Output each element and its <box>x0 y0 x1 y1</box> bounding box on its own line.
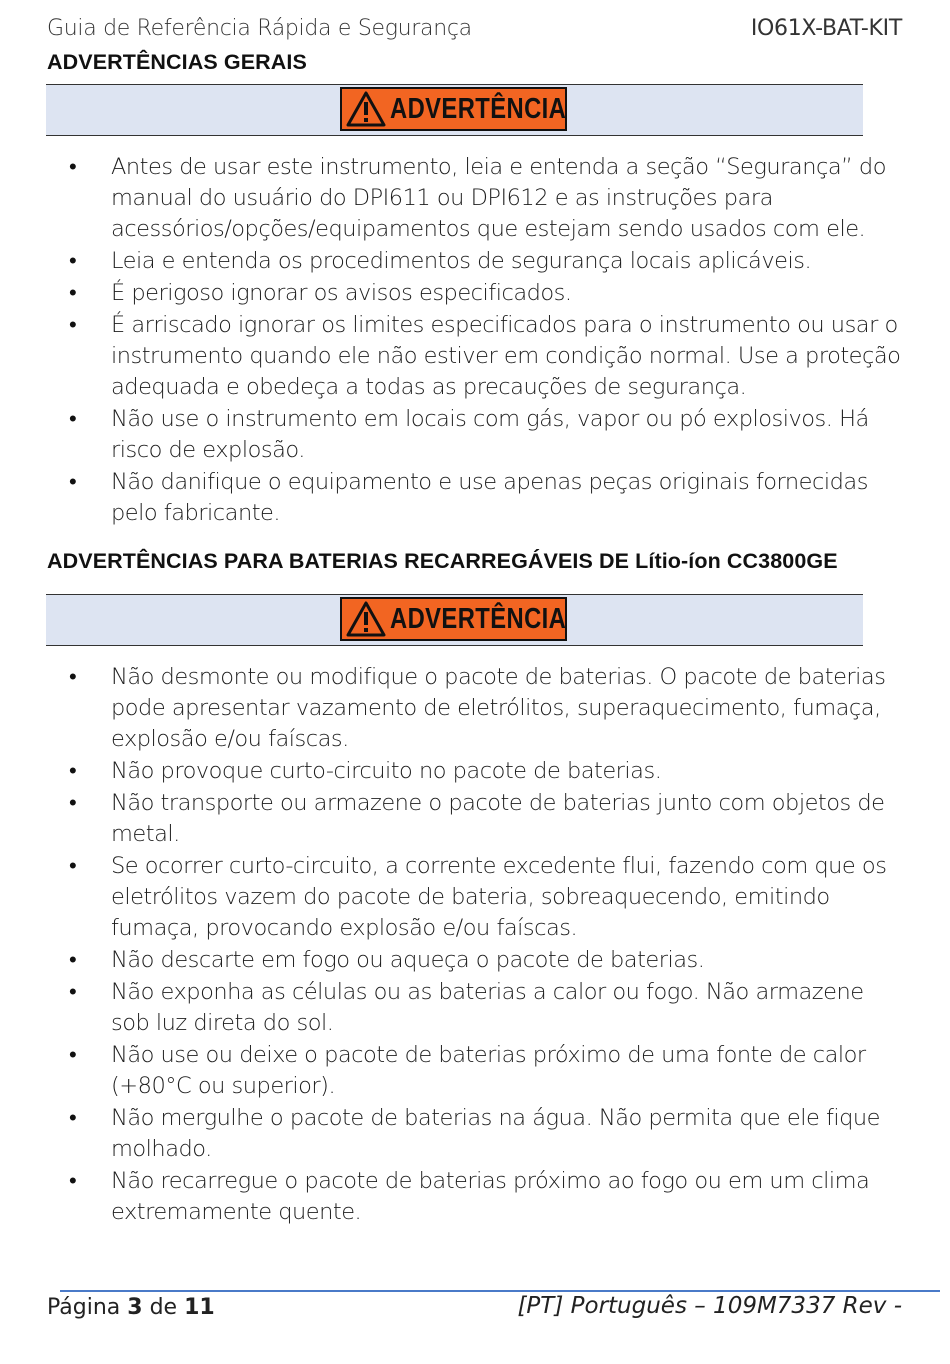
warning-badge <box>340 87 567 131</box>
page-number: 3 <box>127 1295 143 1320</box>
warning-label: ADVERTÊNCIA <box>390 602 567 635</box>
list-item-text: Não use ou deixe o pacote de baterias próximo de uma fonte de calor (+80°C ou superior). <box>111 1042 866 1099</box>
list-item <box>47 977 907 1039</box>
bullet-icon: • <box>69 1106 77 1131</box>
list-item-text: É perigoso ignorar os avisos especificados. <box>111 280 572 306</box>
list-item-text: Não descarte em fogo ou aqueça o pacote de baterias. <box>111 947 705 973</box>
list-item-text: Não desmonte ou modifique o pacote de baterias. O pacote de baterias pode apresentar vazamento de eletrólitos, superaquecimento, fumaça, explosão e/ou faíscas. <box>111 664 886 752</box>
document-code: IO61X-BAT-KIT <box>750 16 902 41</box>
bullet-icon: • <box>69 854 77 879</box>
list-item-text: Leia e entenda os procedimentos de segurança locais aplicáveis. <box>111 248 812 274</box>
list-item <box>47 310 907 403</box>
list-item-text: Não use o instrumento em locais com gás, vapor ou pó explosivos. Há risco de explosão. <box>111 406 869 463</box>
list-item <box>47 1040 907 1102</box>
bullet-icon: • <box>69 791 77 816</box>
list-item-text: Não transporte ou armazene o pacote de baterias junto com objetos de metal. <box>111 790 885 847</box>
bullet-icon: • <box>69 980 77 1005</box>
list-item-text: Não provoque curto-circuito no pacote de baterias. <box>111 758 662 784</box>
warning-triangle-icon <box>346 91 386 127</box>
list-item <box>47 1103 907 1165</box>
bullet-icon: • <box>69 1169 77 1194</box>
document-title: Guia de Referência Rápida e Segurança <box>47 16 472 41</box>
list-item-text: É arriscado ignorar os limites especificados para o instrumento ou usar o instrumento quando ele não estiver em condição normal. Use a proteção adequada e obedeça a todas as precauções de segurança. <box>111 312 901 400</box>
list-item <box>47 851 907 944</box>
list-item <box>47 404 907 466</box>
list-item-text: Não exponha as células ou as baterias a calor ou fogo. Não armazene sob luz direta do sol. <box>111 979 864 1036</box>
list-item-text: Não mergulhe o pacote de baterias na água. Não permita que ele fique molhado. <box>111 1105 881 1162</box>
list-item-text: Não danifique o equipamento e use apenas peças originais fornecidas pelo fabricante. <box>111 469 868 526</box>
bullet-icon: • <box>69 249 77 274</box>
bullet-icon: • <box>69 470 77 495</box>
general-warnings-list <box>47 152 907 530</box>
section-title-battery-warnings: ADVERTÊNCIAS PARA BATERIAS RECARREGÁVEIS DE Lítio-íon CC3800GE <box>47 549 838 573</box>
warning-banner <box>46 594 863 646</box>
list-item <box>47 788 907 850</box>
bullet-icon: • <box>69 407 77 432</box>
list-item-text: Antes de usar este instrumento, leia e entenda a seção “Segurança” do manual do usuário do DPI611 ou DPI612 e as instruções para acessórios/opções/equipamentos que estejam sendo usados com ele. <box>111 154 886 242</box>
total-pages: 11 <box>184 1295 215 1320</box>
bullet-icon: • <box>69 665 77 690</box>
list-item <box>47 662 907 755</box>
list-item <box>47 278 907 309</box>
warning-badge <box>340 597 567 641</box>
bullet-icon: • <box>69 313 77 338</box>
list-item-text: Não recarregue o pacote de baterias próximo ao fogo ou em um clima extremamente quente. <box>111 1168 870 1225</box>
list-item <box>47 152 907 245</box>
warning-triangle-icon <box>346 601 386 637</box>
warning-label: ADVERTÊNCIA <box>390 92 567 125</box>
list-item <box>47 246 907 277</box>
bullet-icon: • <box>69 1043 77 1068</box>
list-item-text: Se ocorrer curto-circuito, a corrente excedente flui, fazendo com que os eletrólitos vazem do pacote de bateria, sobreaquecendo, emitindo fumaça, provocando explosão e/ou faíscas. <box>111 853 887 941</box>
footer-rule <box>60 1290 940 1292</box>
list-item <box>47 945 907 976</box>
list-item <box>47 467 907 529</box>
list-item <box>47 1166 907 1228</box>
bullet-icon: • <box>69 155 77 180</box>
warning-banner <box>46 84 863 136</box>
of-word: de <box>149 1295 178 1320</box>
section-title-general-warnings: ADVERTÊNCIAS GERAIS <box>47 50 307 74</box>
list-item <box>47 756 907 787</box>
battery-warnings-list <box>47 662 907 1229</box>
language-revision: [PT] Português – 109M7337 Rev - <box>517 1293 902 1319</box>
page-word: Página <box>47 1295 121 1320</box>
bullet-icon: • <box>69 759 77 784</box>
bullet-icon: • <box>69 948 77 973</box>
bullet-icon: • <box>69 281 77 306</box>
page-indicator <box>47 1295 215 1320</box>
